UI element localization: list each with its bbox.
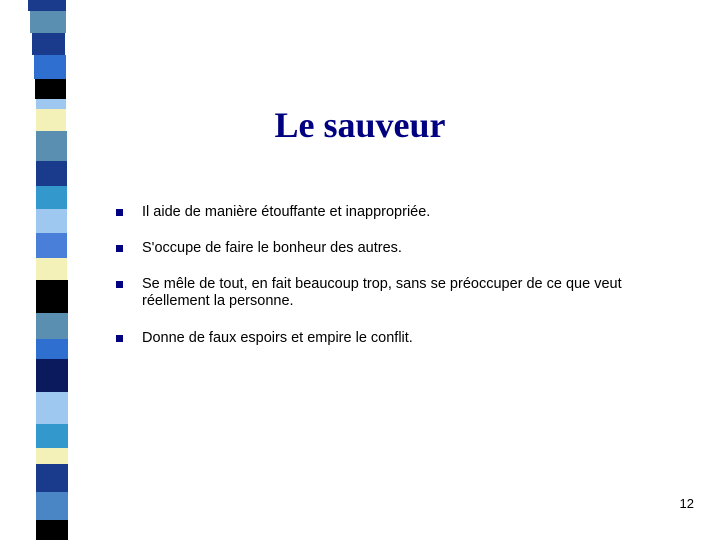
square-bullet-icon xyxy=(116,335,123,342)
bullet-text: Il aide de manière étouffante et inappropriée. xyxy=(142,204,431,220)
square-bullet-icon xyxy=(116,281,123,288)
square-bullet-icon xyxy=(116,245,123,252)
page-number: 12 xyxy=(679,496,694,511)
bullet-item xyxy=(112,330,692,347)
stripe-graphic xyxy=(28,0,70,540)
bullet-text: S'occupe de faire le bonheur des autres. xyxy=(142,240,402,256)
slide-title: Le sauveur xyxy=(274,105,446,145)
bullet-text: Donne de faux espoirs et empire le conflit. xyxy=(142,330,413,346)
decorative-stripe xyxy=(28,0,70,540)
bullet-item xyxy=(112,276,692,310)
bullet-list xyxy=(112,204,692,347)
bullet-item xyxy=(112,204,692,221)
bullet-text: Se mêle de tout, en fait beaucoup trop, sans se préoccuper de ce que veut réellement la personne. xyxy=(142,276,622,309)
bullet-item xyxy=(112,240,692,257)
square-bullet-icon xyxy=(116,209,123,216)
